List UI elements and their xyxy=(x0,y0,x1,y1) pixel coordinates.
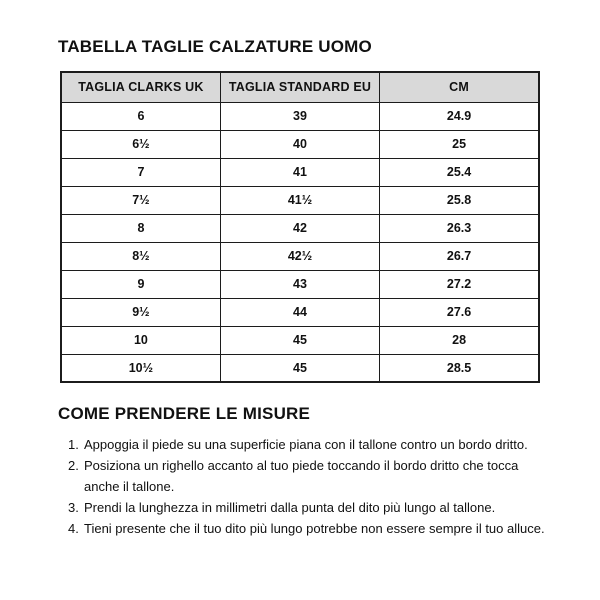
table-header-row xyxy=(61,72,539,102)
list-item-number: 1. xyxy=(68,437,79,452)
table-cell: 9½ xyxy=(61,298,220,326)
table-cell: 41½ xyxy=(220,186,379,214)
list-item xyxy=(68,434,552,455)
table-row xyxy=(61,214,539,242)
table-cell: 45 xyxy=(220,326,379,354)
header-cell-uk: TAGLIA CLARKS UK xyxy=(61,72,220,102)
list-item xyxy=(68,455,552,497)
list-item-number: 2. xyxy=(68,458,79,473)
table-cell: 39 xyxy=(220,102,379,130)
table-row xyxy=(61,298,539,326)
table-cell: 6½ xyxy=(61,130,220,158)
table-cell: 25.4 xyxy=(380,158,539,186)
table-cell: 25 xyxy=(380,130,539,158)
table-cell: 25.8 xyxy=(380,186,539,214)
list-item xyxy=(68,497,552,518)
table-row xyxy=(61,270,539,298)
size-table xyxy=(60,71,540,383)
list-item-number: 3. xyxy=(68,500,79,515)
table-cell: 42½ xyxy=(220,242,379,270)
table-cell: 8 xyxy=(61,214,220,242)
table-cell: 9 xyxy=(61,270,220,298)
measure-instructions-list xyxy=(68,434,552,539)
table-cell: 8½ xyxy=(61,242,220,270)
table-cell: 27.6 xyxy=(380,298,539,326)
list-item xyxy=(68,518,552,539)
table-row xyxy=(61,130,539,158)
table-cell: 28.5 xyxy=(380,354,539,382)
size-table-header xyxy=(61,72,539,102)
table-cell: 26.3 xyxy=(380,214,539,242)
table-cell: 7 xyxy=(61,158,220,186)
table-cell: 42 xyxy=(220,214,379,242)
table-cell: 40 xyxy=(220,130,379,158)
table-row xyxy=(61,102,539,130)
table-cell: 41 xyxy=(220,158,379,186)
size-table-body xyxy=(61,102,539,382)
list-item-text: Posiziona un righello accanto al tuo piede toccando il bordo dritto che tocca anche il tallone. xyxy=(84,458,519,494)
header-cell-eu: TAGLIA STANDARD EU xyxy=(220,72,379,102)
table-row xyxy=(61,354,539,382)
table-row xyxy=(61,326,539,354)
table-cell: 27.2 xyxy=(380,270,539,298)
list-item-text: Appoggia il piede su una superficie piana con il tallone contro un bordo dritto. xyxy=(84,437,528,452)
table-row xyxy=(61,242,539,270)
table-cell: 10 xyxy=(61,326,220,354)
table-cell: 6 xyxy=(61,102,220,130)
table-cell: 10½ xyxy=(61,354,220,382)
measure-instructions-heading: COME PRENDERE LE MISURE xyxy=(58,404,311,423)
list-item-text: Tieni presente che il tuo dito più lungo potrebbe non essere sempre il tuo alluce. xyxy=(84,521,545,536)
table-cell: 24.9 xyxy=(380,102,539,130)
table-cell: 43 xyxy=(220,270,379,298)
page-title: TABELLA TAGLIE CALZATURE UOMO xyxy=(58,37,372,56)
list-item-text: Prendi la lunghezza in millimetri dalla punta del dito più lungo al tallone. xyxy=(84,500,496,515)
table-row xyxy=(61,186,539,214)
list-item-number: 4. xyxy=(68,521,79,536)
table-cell: 44 xyxy=(220,298,379,326)
header-cell-cm: CM xyxy=(380,72,539,102)
table-cell: 26.7 xyxy=(380,242,539,270)
table-cell: 28 xyxy=(380,326,539,354)
table-row xyxy=(61,158,539,186)
table-cell: 7½ xyxy=(61,186,220,214)
table-cell: 45 xyxy=(220,354,379,382)
